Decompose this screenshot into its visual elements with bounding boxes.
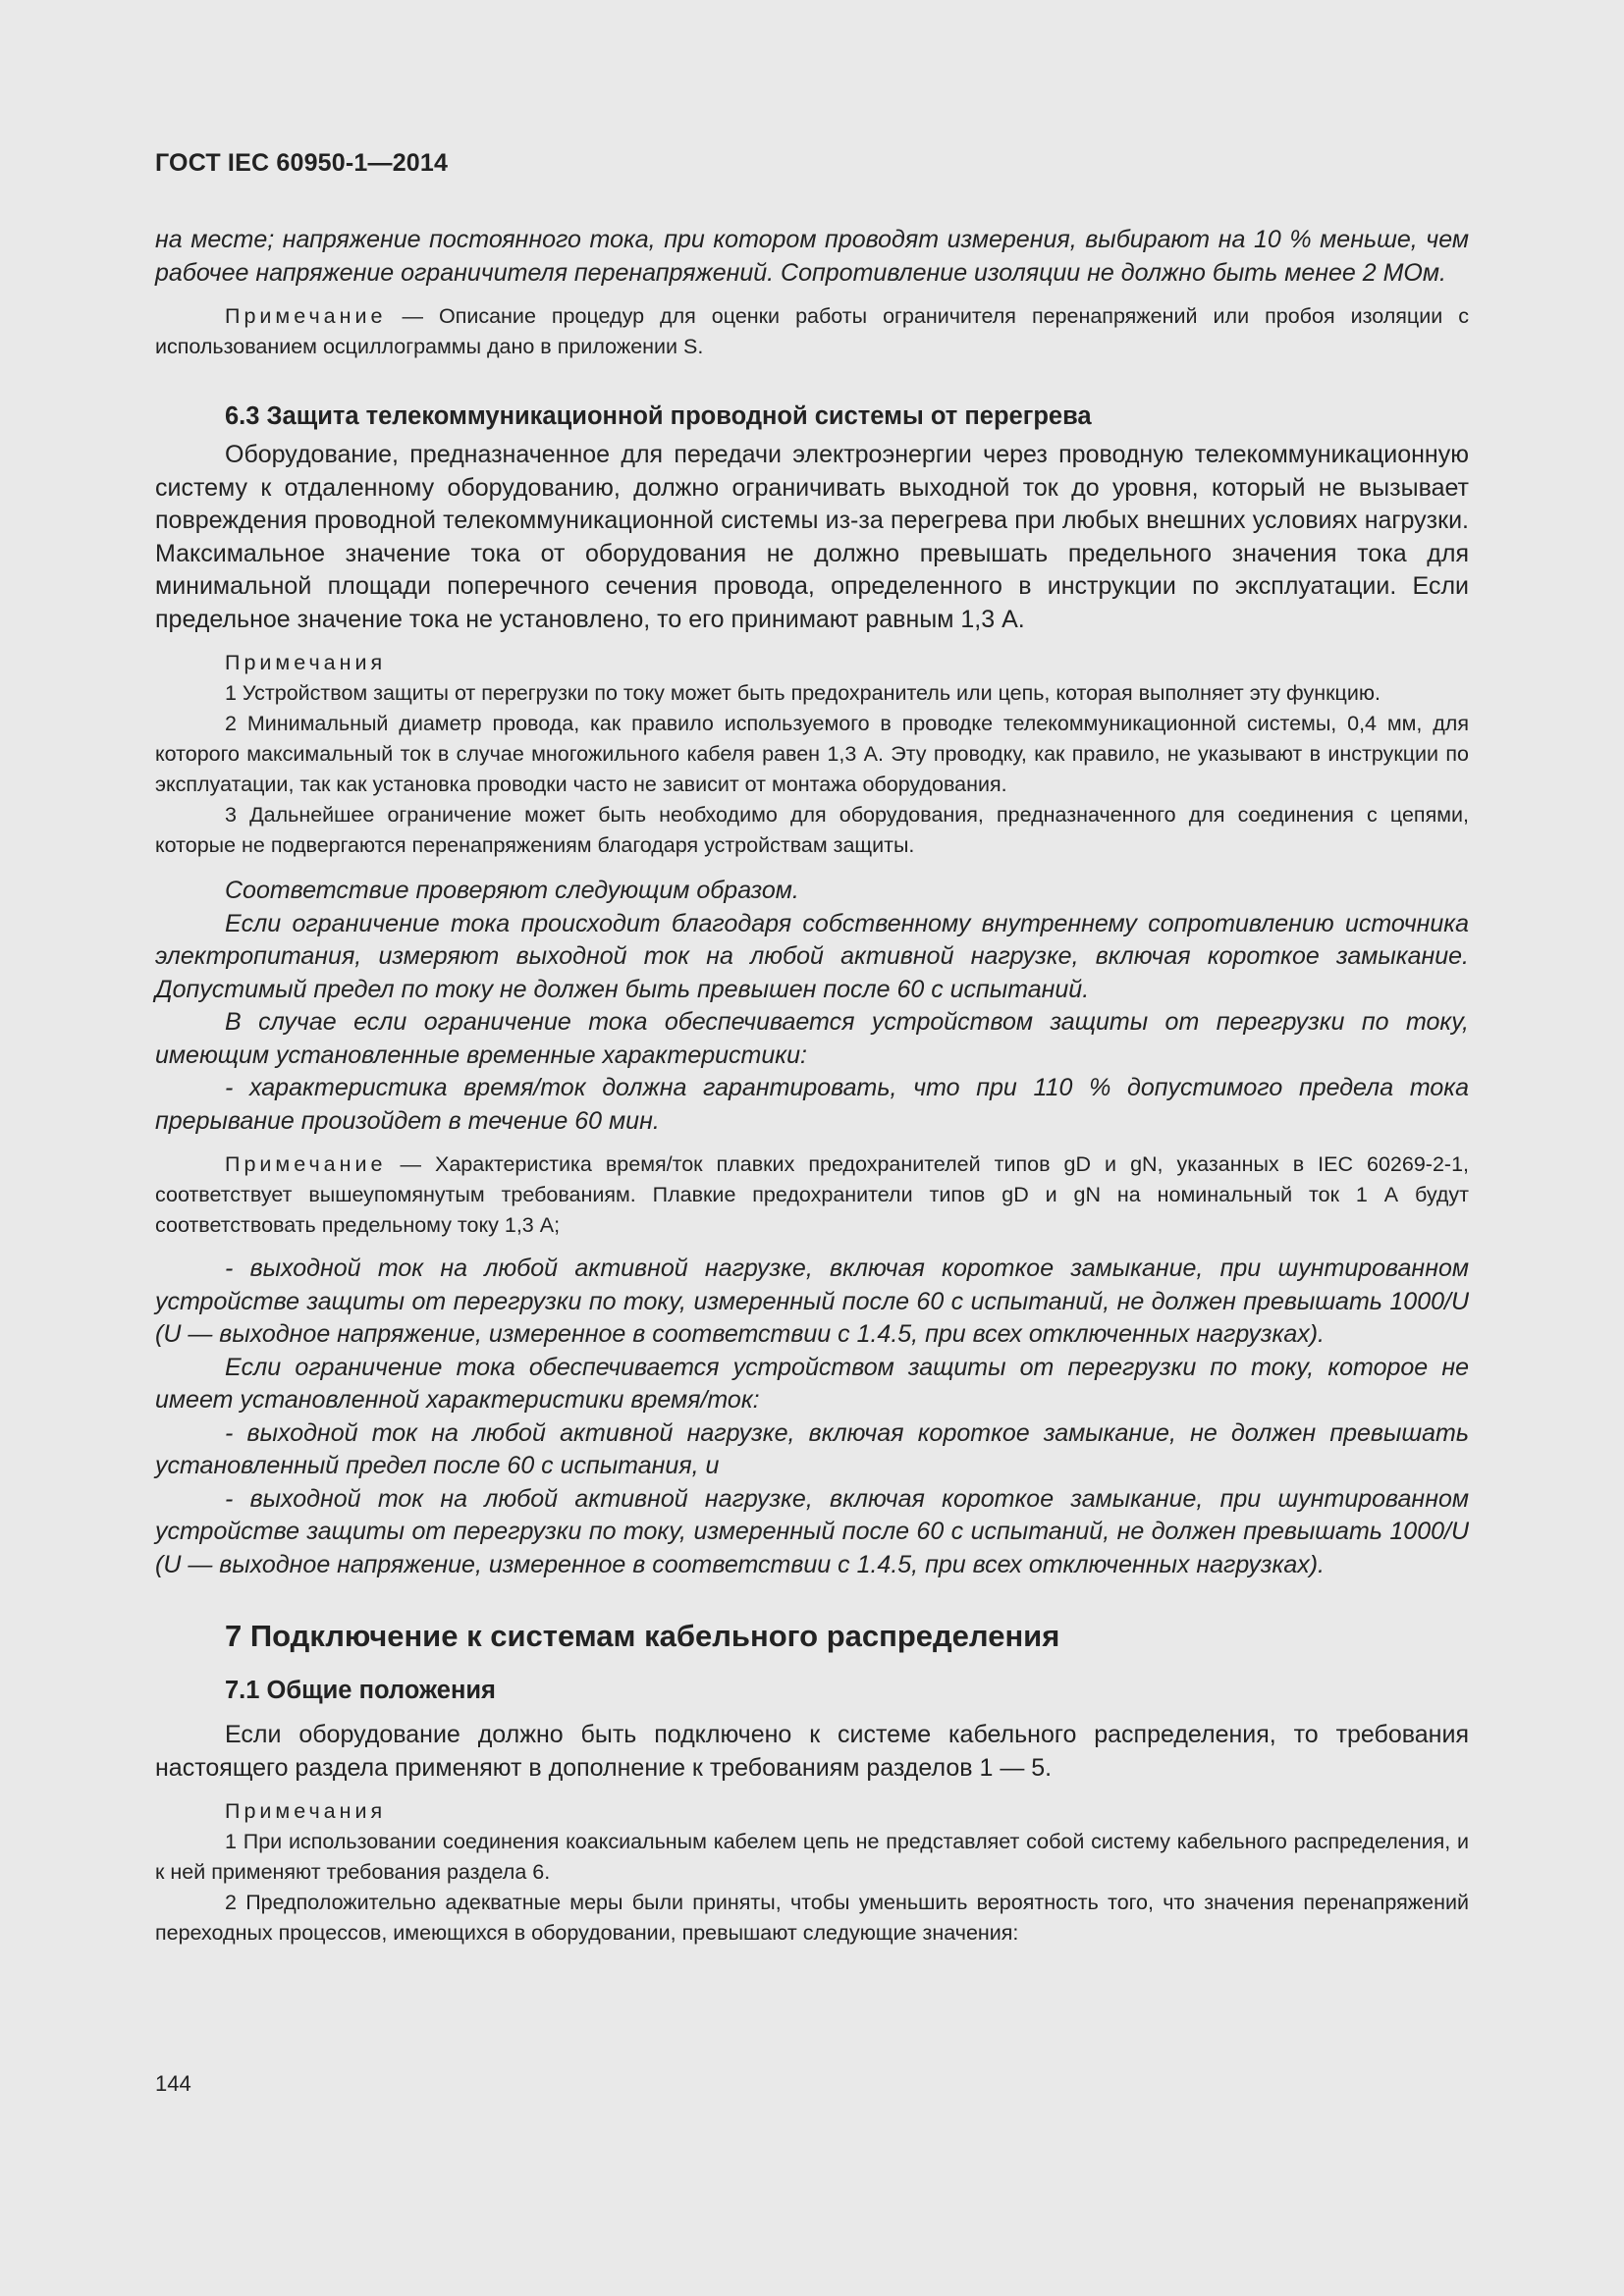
note-item: 1 При использовании соединения коаксиальным кабелем цепь не представляет собой систему кабельного распределения, и к ней применяют требования раздела 6. (155, 1830, 1469, 1884)
note-text: — Характеристика время/ток плавких предохранителей типов gD и gN, указанных в IEC 60269-2-1, соответствует вышеупомянутым требованиям. Плавкие предохранители типов gD и gN на номинальный ток 1 А будут соответствовать предельному току 1,3 А; (155, 1152, 1469, 1237)
page-content (155, 224, 1469, 1949)
compliance-text: Соответствие проверяют следующим образом. (225, 877, 799, 904)
section-7-1-title: 7.1 Общие положения (225, 1677, 496, 1704)
page-number: 144 (155, 2071, 191, 2096)
compliance-text: Если ограничение тока обеспечивается устройством защиты от перегрузки по току, которое не имеет установленной характеристики время/ток: (155, 1353, 1469, 1414)
note-fuses (155, 1149, 1469, 1241)
note-label: Примечание (225, 304, 387, 328)
note-label: Примечание (225, 1152, 387, 1176)
page-header: ГОСТ IEC 60950-1—2014 (155, 149, 449, 177)
note-osc (155, 301, 1469, 362)
note-text: — Описание процедур для оценки работы ограничителя перенапряжений или пробоя изоляции с использованием осциллограммы дано в приложении S. (155, 304, 1469, 358)
section-7-1-paragraph: Если оборудование должно быть подключено к системе кабельного распределения, то требования настоящего раздела применяют в дополнение к требованиям разделов 1 — 5. (155, 1721, 1469, 1782)
note-item: 1 Устройством защиты от перегрузки по току может быть предохранитель или цепь, которая выполняет эту функцию. (225, 681, 1380, 705)
section-6-3-paragraph: Оборудование, предназначенное для передачи электроэнергии через проводную телекоммуникационную систему к отдаленному оборудованию, должно ограничивать выходной ток до уровня, который не вызывает повреждения проводной телекоммуникационной системы из-за перегрева при любых внешних условиях нагрузки. Максимальное значение тока от оборудования не должно превышать предельного значения тока для минимальной площади поперечного сечения провода, определенного в инструкции по эксплуатации. Если предельное значение тока не установлено, то его принимают равным 1,3 А. (155, 441, 1469, 633)
compliance-text: В случае если ограничение тока обеспечивается устройством защиты от перегрузки по току, имеющим установленные временные характеристики: (155, 1008, 1469, 1069)
note-item: 3 Дальнейшее ограничение может быть необходимо для оборудования, предназначенного для соединения с цепями, которые не подвергаются перенапряжениям благодаря устройствам защиты. (155, 803, 1469, 857)
note-item: 2 Предположительно адекватные меры были приняты, чтобы уменьшить вероятность того, что значения перенапряжений переходных процессов, имеющихся в оборудовании, превышают следующие значения: (155, 1891, 1469, 1945)
compliance-text: Если ограничение тока происходит благодаря собственному внутреннему сопротивлению источника электропитания, измеряют выходной ток на любой активной нагрузке, включая короткое замыкание. Допустимый предел по току не должен быть превышен после 60 с испытаний. (155, 909, 1469, 1003)
paragraph-continuation: на месте; напряжение постоянного тока, при котором проводят измерения, выбирают на 10 % меньше, чем рабочее напряжение ограничителя перенапряжений. Сопротивление изоляции не должно быть менее 2 МОм. (155, 226, 1469, 287)
note-item: 2 Минимальный диаметр провода, как правило используемого в проводке телекоммуникационной системы, 0,4 мм, для которого максимальный ток в случае многожильного кабеля равен 1,3 А. Эту проводку, как правило, не указывают в инструкции по эксплуатации, так как установка проводки часто не зависит от монтажа оборудования. (155, 712, 1469, 796)
section-6-3-title: 6.3 Защита телекоммуникационной проводной системы от перегрева (225, 402, 1092, 430)
compliance-text: - выходной ток на любой активной нагрузке, включая короткое замыкание, при шунтированном устройстве защиты от перегрузки по току, измеренный после 60 с испытаний, не должен превышать 1000/U (U — выходное напряжение, измеренное в соответствии с 1.4.5, при всех отключенных нагрузках). (155, 1255, 1469, 1348)
compliance-text: - характеристика время/ток должна гарантировать, что при 110 % допустимого предела тока прерывание произойдет в течение 60 мин. (155, 1074, 1469, 1135)
notes-label: Примечания (225, 1799, 387, 1823)
compliance-text: - выходной ток на любой активной нагрузке, включая короткое замыкание, не должен превышать установленный предел после 60 с испытания, и (155, 1418, 1469, 1479)
section-7-title: 7 Подключение к системам кабельного распределения (225, 1619, 1060, 1653)
notes-label: Примечания (225, 651, 387, 674)
compliance-text: - выходной ток на любой активной нагрузке, включая короткое замыкание, при шунтированном устройстве защиты от перегрузки по току, измеренный после 60 с испытаний, не должен превышать 1000/U (U — выходное напряжение, измеренное в соответствии с 1.4.5, при всех отключенных нагрузках). (155, 1484, 1469, 1578)
